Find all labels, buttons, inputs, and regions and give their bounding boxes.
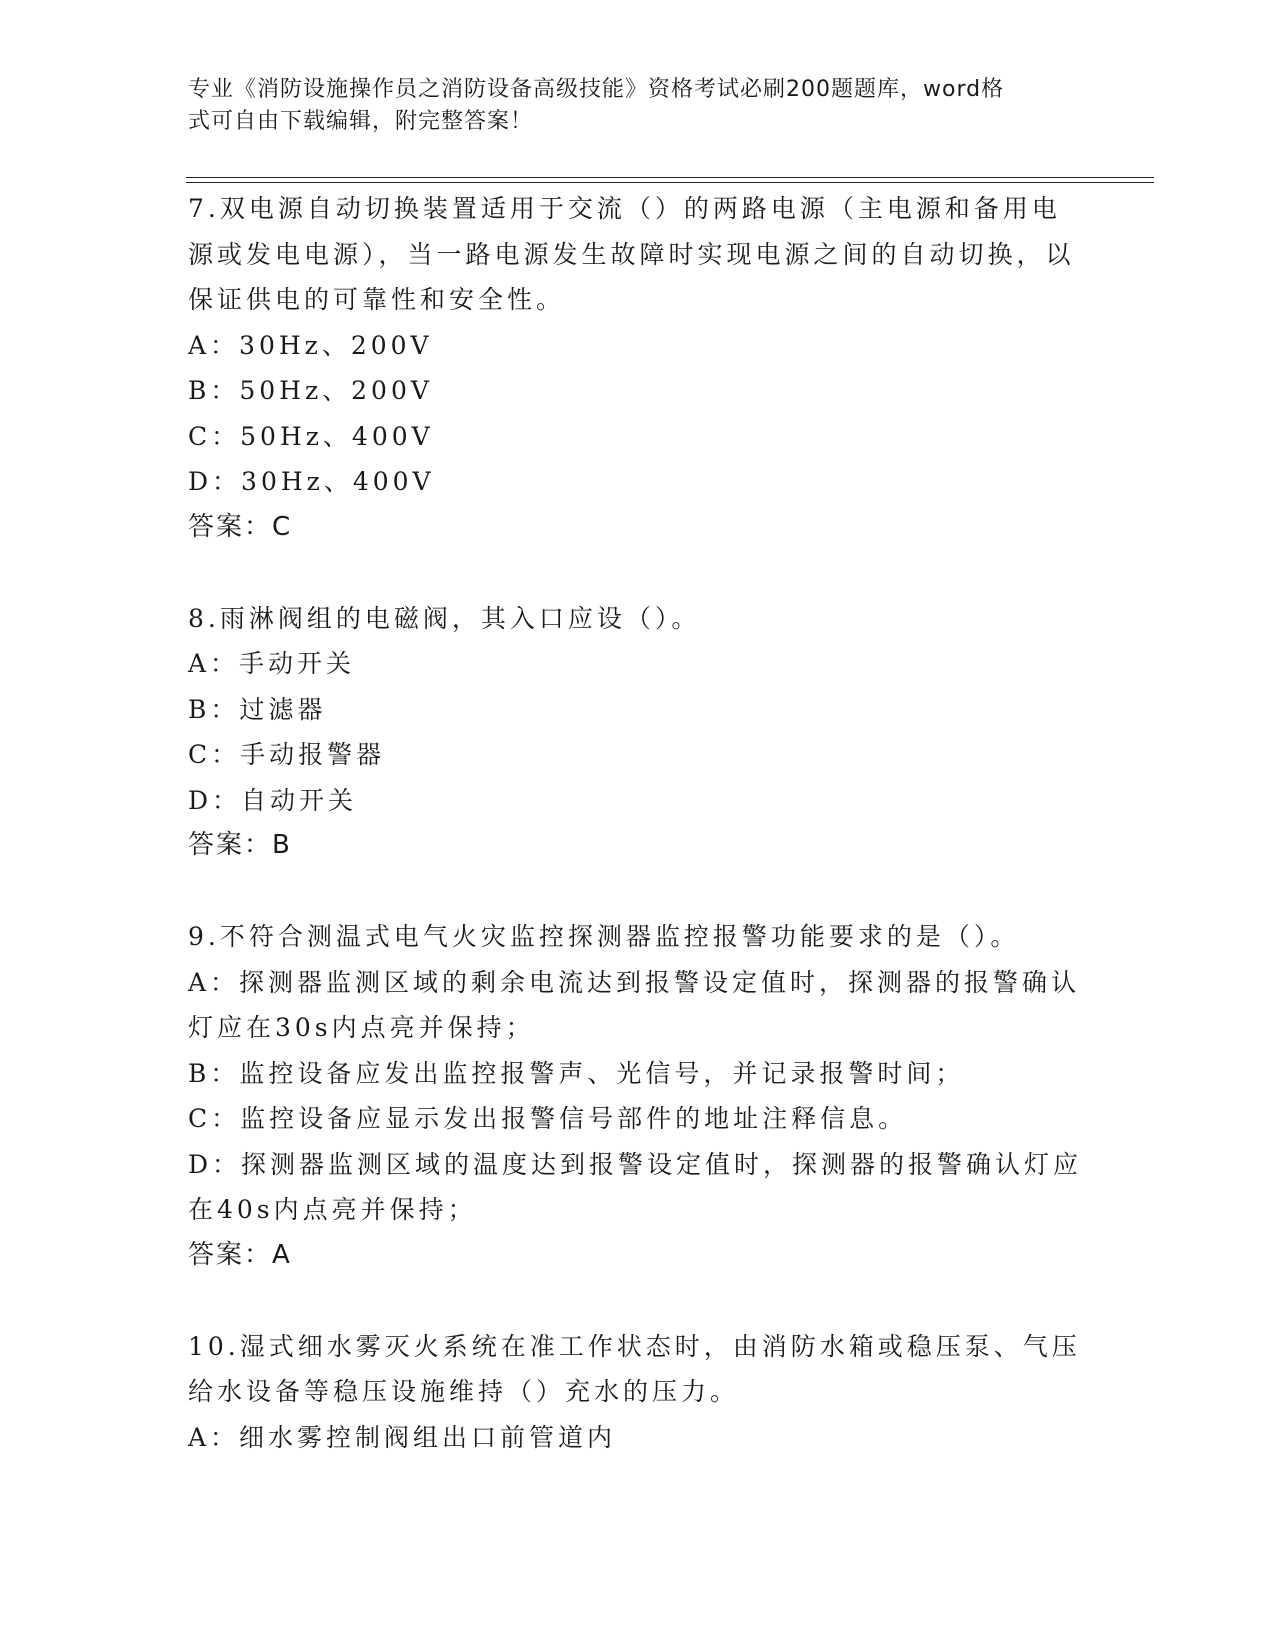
question-list [188,186,1088,1460]
option-a: A：细水雾控制阀组出口前管道内 [188,1422,617,1452]
document-header [188,74,1088,138]
question-spacer [188,1278,1088,1324]
option-d: D：30Hz、400V [188,467,435,496]
option-c: C：手动报警器 [188,740,386,769]
question-8 [188,596,1088,869]
option-a: A：30Hz、200V [188,330,433,360]
header-divider-bottom [186,182,1154,183]
answer-label: 答案：B [188,830,292,860]
option-a: A：手动开关 [188,649,356,678]
header-line-2: 式可自由下载编辑，附完整答案！ [188,109,534,134]
question-stem: 10.湿式细水雾灭火系统在准工作状态时，由消防水箱或稳压泵、气压给水设备等稳压设施维持（）充水的压力。 [188,1331,1081,1406]
question-7 [188,186,1088,550]
option-b: B：50Hz、200V [188,376,433,405]
question-10 [188,1324,1088,1461]
option-a: A：探测器监测区域的剩余电流达到报警设定值时，探测器的报警确认灯应在30s内点亮并保持； [188,967,1081,1042]
question-stem: 7.双电源自动切换装置适用于交流（）的两路电源（主电源和备用电源或发电电源），当一路电源发生故障时实现电源之间的自动切换，以保证供电的可靠性和安全性。 [188,194,1075,314]
answer-label: 答案：C [188,511,293,542]
option-b: B：监控设备应发出监控报警声、光信号，并记录报警时间； [188,1058,965,1088]
question-9 [188,914,1088,1278]
option-d: D：探测器监测区域的温度达到报警设定值时，探测器的报警确认灯应在40s内点亮并保持； [188,1149,1083,1224]
question-spacer [188,550,1088,596]
answer-label: 答案：A [188,1239,292,1270]
header-divider-top [186,177,1154,178]
question-stem: 9.不符合测温式电气火灾监控探测器监控报警功能要求的是（）。 [188,922,1020,951]
option-b: B：过滤器 [188,694,327,724]
question-spacer [188,869,1088,915]
question-stem: 8.雨淋阀组的电磁阀，其入口应设（）。 [188,603,701,633]
option-d: D：自动开关 [188,785,358,815]
header-line-1: 专业《消防设施操作员之消防设备高级技能》资格考试必刷200题题库，word格 [188,77,1005,102]
option-c: C：监控设备应显示发出报警信号部件的地址注释信息。 [188,1104,908,1133]
option-c: C：50Hz、400V [188,421,434,451]
